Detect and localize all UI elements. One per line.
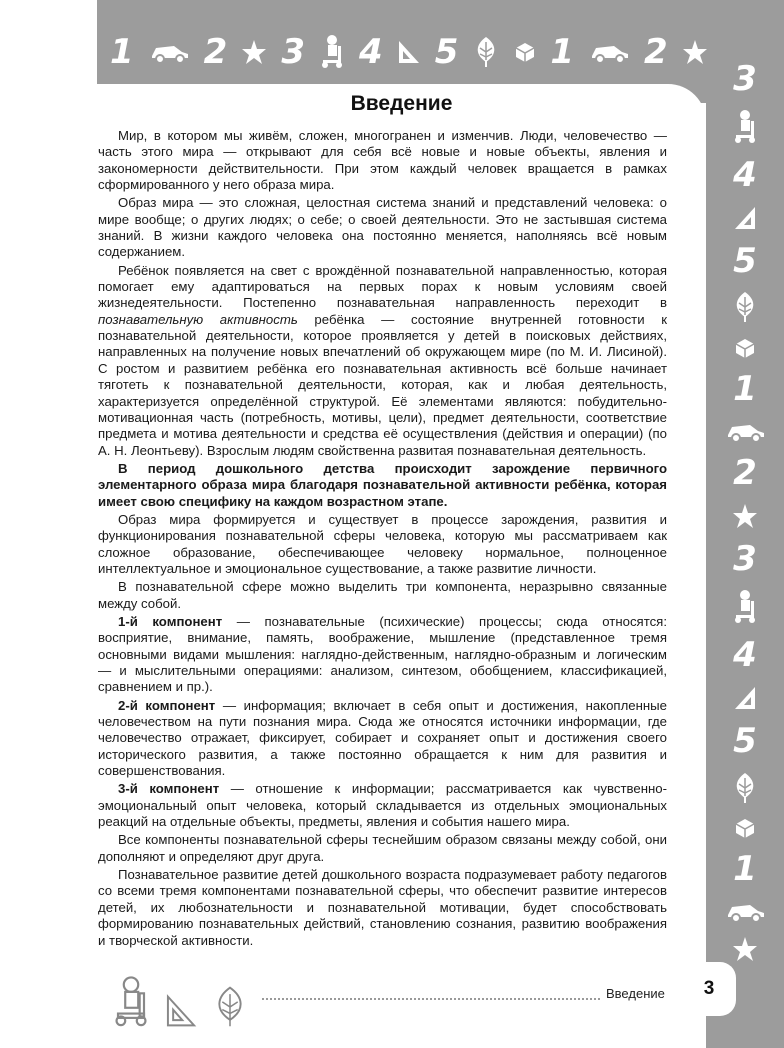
paragraph	[98, 614, 667, 696]
paragraph	[98, 263, 667, 459]
leaf-icon	[212, 986, 248, 1028]
paragraph: Познавательное развитие детей дошкольного возраста подразумевает работу педагогов со всеми тремя компонентами познавательной сферы, что обеспечит развитие интересов детей, их любознательности и познавательной мотивации, будет способствовать формированию познавательных действий, становлению сознания, развитию воображения и творческой активности.	[98, 867, 667, 948]
top-decoration-row	[110, 30, 710, 74]
triangle-ruler-icon	[164, 994, 198, 1028]
triangle-ruler-icon	[733, 685, 757, 711]
paragraph-text: — познавательные (психические) процессы; сюда относятся: восприятие, внимание, память, воображение, мышление (представленное тремя основными видами мышления: наглядно-действенным, наглядно-образным и логическим — и мыслительными операциями: анализом, синтезом, обобщением, классификацией, сравнением и пр.).	[98, 613, 667, 695]
deco-number: 4	[733, 635, 757, 676]
deco-number: 1	[733, 368, 757, 409]
leaf-icon	[731, 291, 759, 323]
page-number: 3	[682, 962, 736, 1016]
cube-icon	[734, 337, 756, 359]
car-icon	[724, 899, 766, 923]
paragraph: Все компоненты познавательной сферы теснейшим образом связаны между собой, они дополняют и определяют друг друга.	[98, 832, 667, 864]
scooter-child-icon	[732, 109, 758, 145]
deco-number: 1	[733, 848, 757, 889]
component-term: 1-й компонент	[118, 613, 223, 629]
paragraph: Мир, в котором мы живём, сложен, многогранен и изменчив. Люди, человечество — часть этого мира — открывают для себя всё новые и новые объекты, явления и закономерности действительности. При этом каждый человек вращается в рамках сформированного у него образа мира.	[98, 128, 667, 193]
paragraph: Образ мира формируется и существует в процессе зарождения, развития и функционирования познавательной сферы человека, которую мы рассматриваем как сложное образование, обеспечивающее человеку нормальное, полноценное интеллектуальное и эмоциональное существование, а также развитие личности.	[98, 511, 667, 576]
deco-number: 4	[733, 155, 757, 196]
side-decoration-column	[712, 59, 778, 962]
running-head: Введение	[606, 986, 665, 1001]
star-icon	[732, 936, 758, 962]
component-term: 3-й компонент	[118, 781, 220, 797]
paragraph-text: ребёнка — состояние внутренней готовности к познавательной деятельности, которое проявляется у детей в поисковых действиях, направленных на получение новых впечатлений об окружающем мире (по М. И. Лисиной). С ростом и развитием ребёнка его познавательная активность всё больше начинает тяготеть к познавательной деятельности, которая, как и любая деятельность, характеризуется определённой структурой. Её элементами являются: побудительно-мотивационная часть (потребность, мотивы, цели), предмет деятельности, соответствие предмета и мотива деятельности и средства её осуществления (действия и операции) (по А. Н. Леонтьеву). Взрослым людям свойственна развитая познавательная деятельность.	[98, 311, 667, 458]
car-icon	[724, 419, 766, 443]
deco-number: 3	[733, 539, 757, 580]
paragraph-text: — отношение к информации; рассматривается как чувственно-эмоциональный опыт человека, который складывается из отдельных эмоциональных реакций на отдельные объекты, предметы, явления и события нашего мира.	[98, 781, 667, 830]
key-statement: В период дошкольного детства происходит зарождение первичного элементарного образа мира благодаря познавательной активности ребёнка, которая имеет свою специфику на каждом возрастном этапе.	[98, 460, 667, 509]
deco-number: 5	[733, 241, 757, 282]
deco-number: 1	[550, 32, 575, 72]
scooter-child-icon	[112, 976, 150, 1028]
car-icon	[588, 40, 630, 64]
star-icon	[732, 503, 758, 529]
dotted-leader	[262, 998, 600, 1000]
paragraph	[98, 781, 667, 830]
deco-number: 1	[110, 32, 134, 72]
star-icon	[682, 39, 708, 65]
deco-number: 5	[434, 32, 459, 72]
paragraph: Образ мира — это сложная, целостная система знаний и представлений человека: о мире вообще; о других людях; о себе; о своей деятельности. Это не застывшая система знаний. В жизни каждого человека она постоянно меняется, наполняясь всё новым содержанием.	[98, 195, 667, 260]
scooter-child-icon	[732, 589, 758, 625]
deco-number: 5	[733, 721, 757, 762]
paragraph	[98, 698, 667, 780]
scooter-child-icon	[319, 34, 345, 70]
body-text	[98, 128, 667, 951]
deco-number: 3	[281, 32, 306, 72]
cube-icon	[514, 41, 536, 63]
deco-number: 2	[733, 452, 757, 493]
cube-icon	[734, 817, 756, 839]
leaf-icon	[731, 772, 759, 804]
page-title: Введение	[350, 92, 453, 115]
triangle-ruler-icon	[733, 205, 757, 231]
deco-number: 4	[359, 32, 383, 72]
emphasis-term: познавательную активность	[98, 311, 298, 327]
deco-number: 2	[644, 32, 668, 72]
footer-icons	[112, 968, 262, 1028]
deco-number: 2	[203, 32, 228, 72]
leaf-icon	[472, 36, 500, 68]
paragraph: В познавательной сфере можно выделить три компонента, неразрывно связанные между собой.	[98, 579, 667, 611]
triangle-ruler-icon	[397, 39, 421, 65]
paragraph-text: — информация; включает в себя опыт и достижения, накопленные человечеством на пути познания мира. Сюда же относятся источники информации, где человечество отражает, фиксирует, собирает и сохраняет опыт и достижения своего исторического развития, а также постоянно обращается к ним для развития и совершенствования.	[98, 697, 667, 779]
deco-number: 3	[733, 59, 757, 99]
star-icon	[241, 39, 267, 65]
car-icon	[148, 40, 190, 64]
paragraph-text: Ребёнок появляется на свет с врождённой познавательной направленностью, которая помогает ему адаптироваться на первых порах к новым условиям своей жизнедеятельности. Постепенно познавательная направленность переходит в	[98, 262, 667, 311]
component-term: 2-й компонент	[118, 697, 216, 713]
